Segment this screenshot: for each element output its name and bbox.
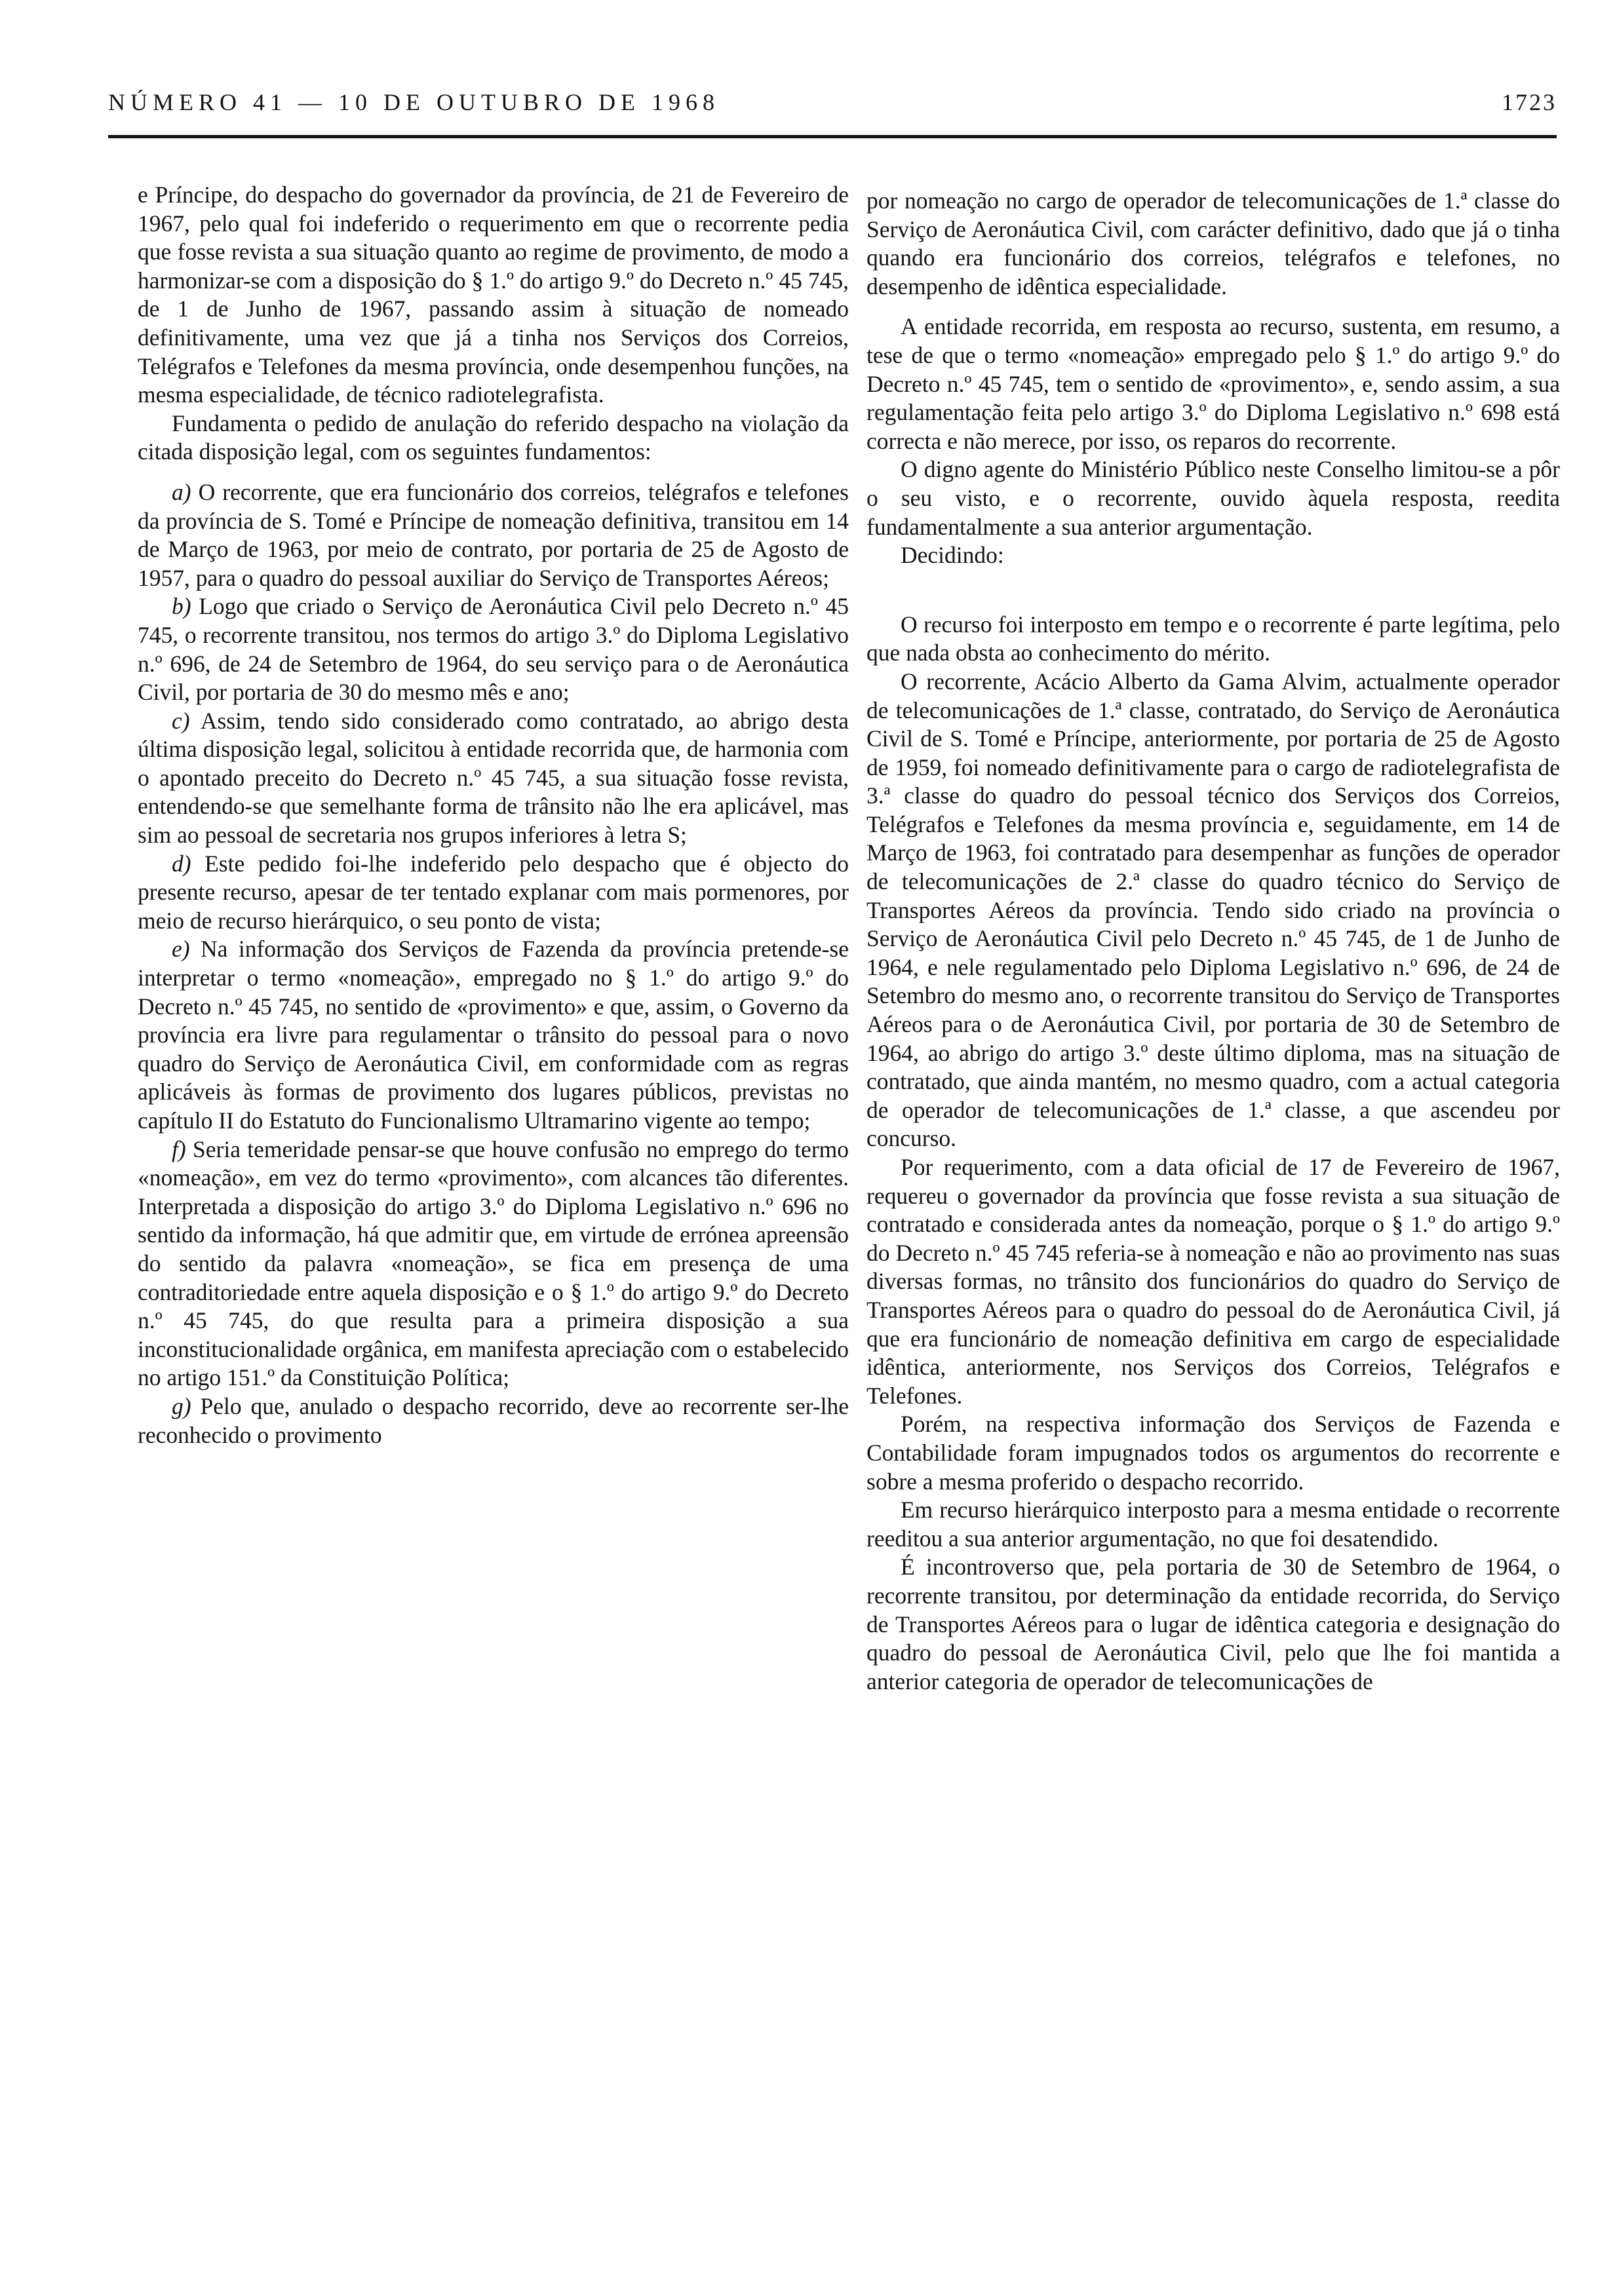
item-letter: a) <box>172 478 191 505</box>
paragraph: Por requerimento, com a data oficial de 17 de Fevereiro de 1967, requereu o governador da província que fosse revista a sua situação de contratado e considerada antes da nomeação, porque o § 1.º do artigo 9.º do Decreto n.º 45 745 referia-se à nomeação e não ao provimento nas suas diversas formas, no trânsito dos funcionários do quadro do Serviço de Transportes Aéreos para o quadro do pessoal do de Aeronáutica Civil, já que era funcionário de nomeação definitiva em cargo de especialidade idêntica, anteriormente, nos Serviços dos Correios, Telégrafos e Telefones. <box>866 1154 1560 1409</box>
paragraph: É incontroverso que, pela portaria de 30 de Setembro de 1964, o recorrente transitou, por determinação da entidade recorrida, do Serviço de Transportes Aéreos para o lugar de idêntica categoria e designação do quadro do pessoal de Aeronáutica Civil, pelo que lhe foi mantida a anterior categoria de operador de telecomunicações de <box>866 1554 1560 1694</box>
paragraph: Em recurso hierárquico interposto para a mesma entidade o recorrente reeditou a sua anterior argumentação, no que foi desatendido. <box>866 1497 1560 1552</box>
list-item <box>138 850 849 936</box>
list-item <box>138 707 849 850</box>
paragraph: O recurso foi interposto em tempo e o recorrente é parte legítima, pelo que nada obsta ao conhecimento do mérito. <box>866 611 1560 666</box>
item-letter: d) <box>172 850 191 877</box>
section-label: Decidindo: <box>901 542 1004 569</box>
item-letter: b) <box>172 593 191 620</box>
header-rule <box>108 135 1557 138</box>
item-text: Seria temeridade pensar-se que houve confusão no emprego do termo «nomeação», em vez do termo «provimento», com alcances tão diferentes. Interpretada a disposição do artigo 3.º do Diploma Legislativo n.º 696 no sentido da informação, há que admitir que, em virtude de errónea apreensão do sentido da palavra «nomeação», se fica em presença de uma contraditoriedade entre aquela disposição e o § 1.º do artigo 9.º do Decreto n.º 45 745, do que resulta para a primeira disposição a sua inconstitucionalidade orgânica, em manifesta apreciação com o estabelecido no artigo 151.º da Constituição Política; <box>138 1136 849 1391</box>
page-number: 1723 <box>1502 89 1557 115</box>
paragraph: A entidade recorrida, em resposta ao recurso, sustenta, em resumo, a tese de que o termo «nomeação» empregado pelo § 1.º do artigo 9.º do Decreto n.º 45 745, tem o sentido de «provimento», e, sendo assim, a sua regulamentação feita pelo artigo 3.º do Diploma Legislativo n.º 698 está correcta e não merece, por isso, os reparos do recorrente. <box>866 313 1560 454</box>
list-item <box>138 592 849 706</box>
paragraph: Fundamenta o pedido de anulação do referido despacho na violação da citada disposição legal, com os seguintes fundamentos: <box>138 410 849 465</box>
list-item <box>138 478 849 592</box>
item-letter: e) <box>172 936 190 963</box>
right-column <box>866 187 1560 1696</box>
paragraph: e Príncipe, do despacho do governador da província, de 21 de Fevereiro de 1967, pelo qual foi indeferido o requerimento em que o recorrente pedia que fosse revista a sua situação quanto ao regime de provimento, de modo a harmonizar-se com a disposição do § 1.º do artigo 9.º do Decreto n.º 45 745, de 1 de Junho de 1967, passando assim à situação de nomeado definitivamente, uma vez que já a tinha nos Serviços dos Correios, Telégrafos e Telefones da mesma província, onde desempenhou funções, na mesma especialidade, de técnico radiotelegrafista. <box>138 182 849 408</box>
item-text: Este pedido foi-lhe indeferido pelo despacho que é objecto do presente recurso, apesar de ter tentado explanar com mais pormenores, por meio de recurso hierárquico, o seu ponto de vista; <box>138 850 849 934</box>
paragraph: por nomeação no cargo de operador de telecomunicações de 1.ª classe do Serviço de Aeronáutica Civil, com carácter definitivo, dado que já o tinha quando era funcionário dos correios, telégrafos e telefones, no desempenho de idêntica especialidade. <box>866 187 1560 299</box>
page-header <box>108 88 1557 130</box>
left-column <box>138 181 849 1449</box>
item-text: Assim, tendo sido considerado como contratado, ao abrigo desta última disposição legal, solicitou à entidade recorrida que, de harmonia com o apontado preceito do Decreto n.º 45 745, a sua situação fosse revista, entendendo-se que semelhante forma de trânsito não lhe era aplicável, mas sim ao pessoal de secretaria nos grupos inferiores à letra S; <box>138 707 849 849</box>
item-letter: c) <box>172 707 190 734</box>
item-text: Pelo que, anulado o despacho recorrido, deve ao recorrente ser-lhe reconhecido o provimento <box>138 1392 849 1448</box>
item-letter: g) <box>172 1392 191 1419</box>
issue-line: NÚMERO 41 — 10 DE OUTUBRO DE 1968 <box>108 89 720 115</box>
list-item <box>138 935 849 1135</box>
paragraph: O digno agente do Ministério Público neste Conselho limitou-se a pôr o seu visto, e o recorrente, ouvido àquela resposta, reedita fundamentalmente a sua anterior argumentação. <box>866 456 1560 540</box>
item-text: Logo que criado o Serviço de Aeronáutica Civil pelo Decreto n.º 45 745, o recorrente transitou, nos termos do artigo 3.º do Diploma Legislativo n.º 696, de 24 de Setembro de 1964, do seu serviço para o de Aeronáutica Civil, por portaria de 30 do mesmo mês e ano; <box>138 593 849 706</box>
item-text: Na informação dos Serviços de Fazenda da província pretende-se interpretar o termo «nomeação», empregado no § 1.º do artigo 9.º do Decreto n.º 45 745, no sentido de «provimento» e que, assim, o Governo da província era livre para regulamentar o trânsito do pessoal para o novo quadro do Serviço de Aeronáutica Civil, em conformidade com as regras aplicáveis às formas de provimento dos lugares públicos, previstas no capítulo II do Estatuto do Funcionalismo Ultramarino vigente ao tempo; <box>138 936 849 1134</box>
item-letter: f) <box>172 1136 186 1162</box>
list-item <box>138 1136 849 1392</box>
item-text: O recorrente, que era funcionário dos correios, telégrafos e telefones da província de S. Tomé e Príncipe de nomeação definitiva, transitou em 14 de Março de 1963, por meio de contrato, por portaria de 25 de Agosto de 1957, para o quadro do pessoal auxiliar do Serviço de Transportes Aéreos; <box>138 478 849 591</box>
paragraph: Porém, na respectiva informação dos Serviços de Fazenda e Contabilidade foram impugnados todos os argumentos do recorrente e sobre a mesma proferido o despacho recorrido. <box>866 1411 1560 1495</box>
paragraph: O recorrente, Acácio Alberto da Gama Alvim, actualmente operador de telecomunicações de 1.ª classe, contratado, do Serviço de Aeronáutica Civil de S. Tomé e Príncipe, anteriormente, por portaria de 25 de Agosto de 1959, foi nomeado definitivamente para o cargo de radiotelegrafista de 3.ª classe do quadro do pessoal técnico dos Serviços dos Correios, Telégrafos e Telefones da mesma província e, seguidamente, em 14 de Março de 1963, foi contratado para desempenhar as funções de operador de telecomunicações de 2.ª classe do quadro técnico do Serviço de Transportes Aéreos da província. Tendo sido criado na província o Serviço de Aeronáutica Civil pelo Decreto n.º 45 745, de 1 de Junho de 1964, e nele regulamentado pelo Diploma Legislativo n.º 696, de 24 de Setembro do mesmo ano, o recorrente transitou do Serviço de Transportes Aéreos para o de Aeronáutica Civil, por portaria de 30 de Setembro de 1964, ao abrigo do artigo 3.º deste último diploma, mas na situação de contratado, que ainda mantém, no mesmo quadro, com a actual categoria de operador de telecomunicações de 1.ª classe, a que ascendeu por concurso. <box>866 668 1560 1152</box>
list-item <box>138 1392 849 1449</box>
